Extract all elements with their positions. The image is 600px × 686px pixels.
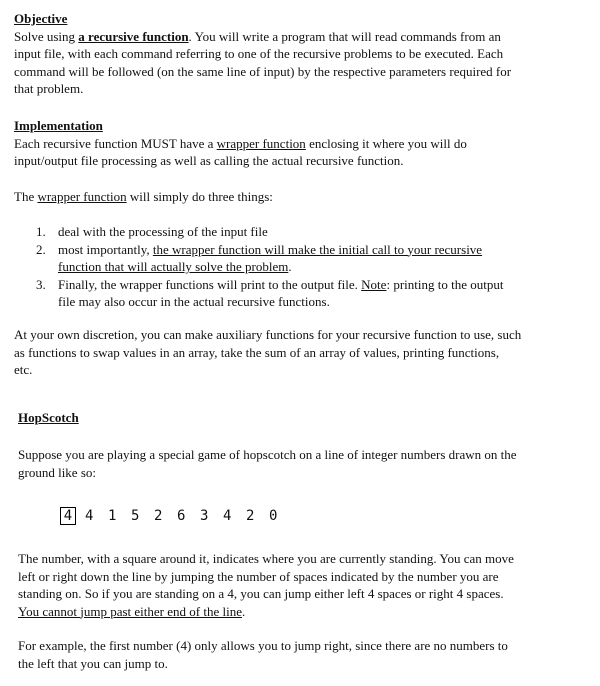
list-underlined-text: function that will actually solve the problem — [58, 259, 289, 274]
wrapper-text: The — [14, 189, 38, 204]
number-cell: 1 — [108, 508, 117, 524]
impl-text: Each recursive function MUST have a — [14, 135, 217, 151]
number-cell: 5 — [131, 508, 140, 524]
number-cell: 4 — [85, 508, 94, 524]
impl-text: enclosing it where you will do — [305, 135, 467, 151]
explain-line: The number, with a square around it, indicates where you are currently standing. You can move — [18, 551, 514, 566]
note-label: Note — [361, 276, 387, 292]
hopscotch-heading: HopScotch — [18, 410, 79, 425]
objective-heading: Objective — [14, 11, 68, 26]
hopscotch-explanation — [18, 550, 514, 620]
list-text: deal with the processing of the input file — [58, 224, 268, 239]
list-text: . — [288, 259, 292, 274]
aux-line: At your own discretion, you can make auxiliary functions for your recursive function to use, such — [14, 327, 522, 342]
explain-line — [18, 603, 514, 621]
list-number: 3. — [36, 276, 46, 292]
objective-line-3: command will be followed (on the same line of input) by the respective parameters required for — [14, 63, 512, 79]
list-item — [14, 241, 574, 276]
list-number: 2. — [36, 241, 46, 257]
wrapper-function-term: wrapper function — [37, 189, 127, 204]
auxiliary-paragraph — [14, 326, 521, 379]
list-text: file may also occur in the actual recursive functions. — [58, 294, 330, 309]
objective-line-4: that problem. — [14, 81, 84, 96]
list-underlined-text: the wrapper function will make the initial call to your recursive — [152, 241, 483, 257]
explain-text: . — [241, 603, 246, 619]
intro-line: ground like so: — [18, 464, 96, 480]
explain-line: left or right down the line by jumping the number of spaces indicated by the number you are — [18, 568, 499, 584]
intro-line: Suppose you are playing a special game of hopscotch on a line of integer numbers drawn on the — [18, 447, 517, 462]
example-line: For example, the first number (4) only allows you to jump right, since there are no numbers to — [18, 638, 508, 653]
objective-text: . You will write a program that will read commands from an — [188, 28, 501, 44]
wrapper-text: will simply do three things: — [126, 189, 273, 204]
number-cell: 4 — [223, 508, 232, 524]
number-cell: 0 — [269, 508, 278, 524]
example-line: the left that you can jump to. — [18, 655, 168, 671]
number-cell: 2 — [246, 508, 255, 524]
aux-line: etc. — [14, 362, 33, 377]
objective-text: Solve using — [14, 28, 79, 44]
wrapper-steps-list — [14, 223, 574, 311]
list-text: Finally, the wrapper functions will print to the output file. — [58, 276, 362, 292]
list-item — [14, 223, 574, 241]
recursive-function-emphasis: a recursive function — [78, 28, 189, 44]
rule-underlined: You cannot jump past either end of the line — [18, 603, 242, 619]
objective-section — [14, 10, 511, 98]
number-cell: 6 — [177, 508, 186, 524]
list-item — [14, 276, 574, 311]
number-cell: 3 — [200, 508, 209, 524]
objective-line-2: input file, with each command referring to one of the recursive problems to be executed. Each — [14, 46, 504, 61]
list-text: : printing to the output — [386, 276, 504, 292]
objective-line-1 — [14, 28, 511, 46]
hopscotch-example — [18, 637, 508, 672]
list-text: most importantly, — [58, 241, 153, 257]
aux-line: as functions to swap values in an array, take the sum of an array of values, printing functions, — [14, 344, 500, 360]
implementation-line-1 — [14, 135, 467, 153]
list-number: 1. — [36, 224, 46, 239]
explain-line: standing on. So if you are standing on a 4, you can jump either left 4 spaces or right 4 spaces. — [18, 586, 504, 601]
wrapper-function-term: wrapper function — [216, 135, 306, 151]
hopscotch-intro — [18, 446, 517, 481]
implementation-heading: Implementation — [14, 118, 103, 133]
implementation-line-2: input/output file processing as well as calling the actual recursive function. — [14, 153, 404, 168]
number-line — [60, 507, 292, 527]
wrapper-intro — [14, 188, 273, 206]
current-position-number: 4 — [60, 507, 76, 525]
implementation-section — [14, 117, 467, 170]
number-cell: 2 — [154, 508, 163, 524]
